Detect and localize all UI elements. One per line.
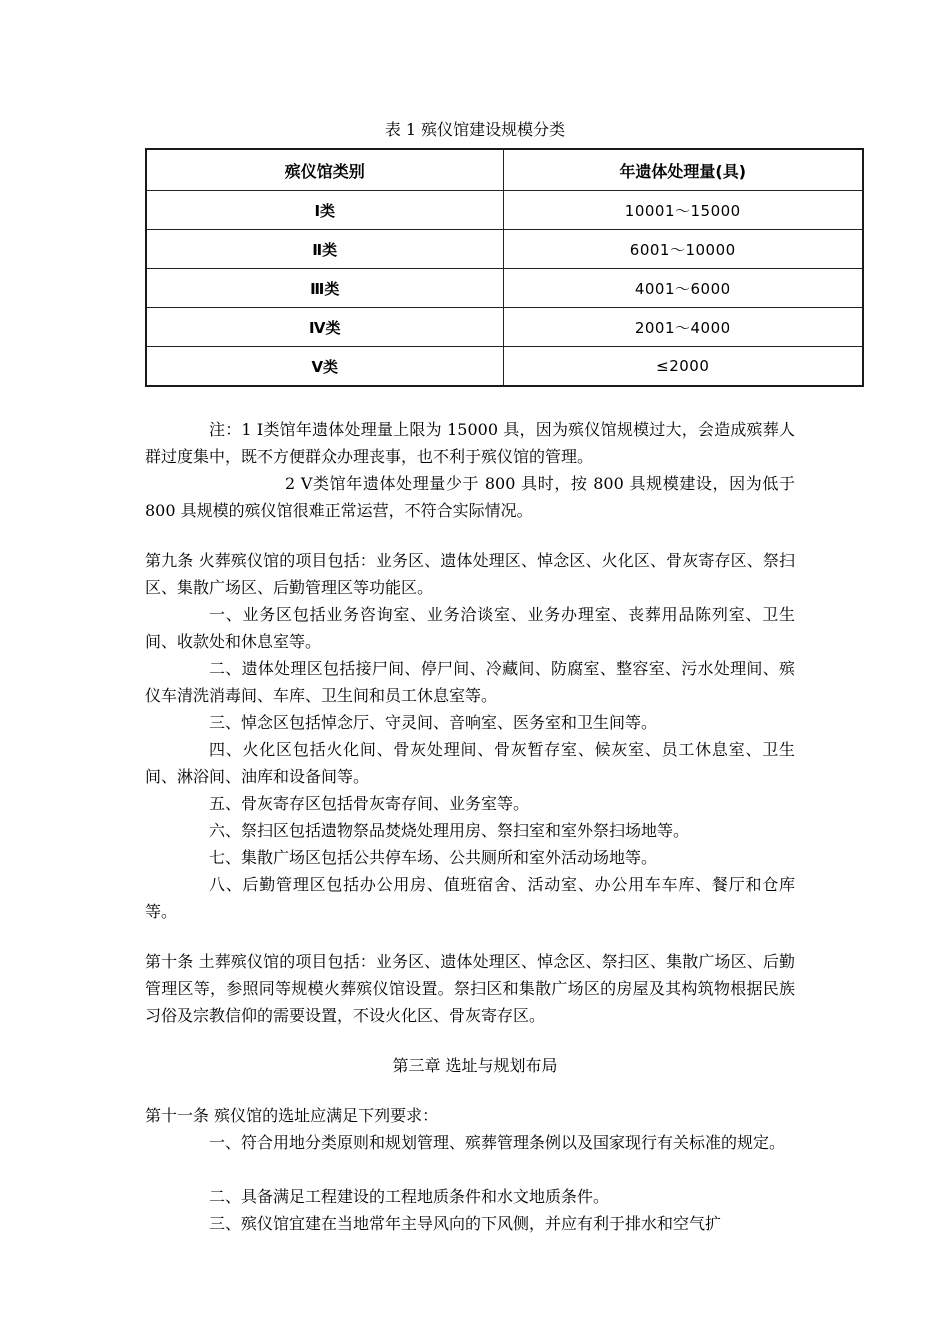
- scale-classification-table: [145, 148, 864, 387]
- note-2: 2 Ⅴ类馆年遗体处理量少于 800 具时，按 800 具规模建设，因为低于 800 具规模的殡仪馆很难正常运营，不符合实际情况。: [145, 474, 795, 520]
- article-10: 第十条 土葬殡仪馆的项目包括：业务区、遗体处理区、悼念区、祭扫区、集散广场区、后勤管理区等，参照同等规模火葬殡仪馆设置。祭扫区和集散广场区的房屋及其构筑物根据民族习俗及宗教信仰的需要设置，不设火化区、骨灰寄存区。: [145, 952, 795, 1025]
- table-cell-volume: ≤2000: [503, 347, 863, 387]
- article-11-item: 三、殡仪馆宜建在当地常年主导风向的下风侧，并应有利于排水和空气扩: [209, 1214, 722, 1233]
- table-cell-category: Ⅲ类: [146, 269, 503, 308]
- table-row: [146, 308, 863, 347]
- column-header-category: 殡仪馆类别: [146, 149, 503, 191]
- table-cell-category: Ⅰ类: [146, 191, 503, 230]
- article-9-item: 七、集散广场区包括公共停车场、公共厕所和室外活动场地等。: [209, 848, 658, 867]
- article-9-intro: 第九条 火葬殡仪馆的项目包括：业务区、遗体处理区、悼念区、火化区、骨灰寄存区、祭扫区、集散广场区、后勤管理区等功能区。: [145, 551, 795, 597]
- article-9-item: 五、骨灰寄存区包括骨灰寄存间、业务室等。: [209, 794, 530, 813]
- article-9-item: 四、火化区包括火化间、骨灰处理间、骨灰暂存室、候灰室、员工休息室、卫生间、淋浴间、油库和设备间等。: [145, 740, 795, 786]
- chapter-heading: 第三章 选址与规划布局: [392, 1056, 558, 1075]
- table-header-row: [146, 149, 863, 191]
- table-row: [146, 269, 863, 308]
- table-cell-volume: 4001～6000: [503, 269, 863, 308]
- table-cell-volume: 2001～4000: [503, 308, 863, 347]
- table-row: [146, 347, 863, 387]
- table-cell-category: Ⅳ类: [146, 308, 503, 347]
- table-row: [146, 191, 863, 230]
- article-9-item: 一、业务区包括业务咨询室、业务洽谈室、业务办理室、丧葬用品陈列室、卫生间、收款处和休息室等。: [145, 605, 795, 651]
- article-11-intro: 第十一条 殡仪馆的选址应满足下列要求：: [145, 1106, 439, 1125]
- article-9-item: 六、祭扫区包括遗物祭品焚烧处理用房、祭扫室和室外祭扫场地等。: [209, 821, 690, 840]
- article-9-item: 三、悼念区包括悼念厅、守灵间、音响室、医务室和卫生间等。: [209, 713, 658, 732]
- column-header-annual-volume: 年遗体处理量(具): [503, 149, 863, 191]
- table-row: [146, 230, 863, 269]
- note-1: 注：1 Ⅰ类馆年遗体处理量上限为 15000 具，因为殡仪馆规模过大，会造成殡葬人群过度集中，既不方便群众办理丧事，也不利于殡仪馆的管理。: [145, 420, 795, 466]
- table-caption: 表 1 殡仪馆建设规模分类: [384, 120, 566, 139]
- table-cell-category: Ⅱ类: [146, 230, 503, 269]
- table-cell-volume: 6001～10000: [503, 230, 863, 269]
- article-11-item: 一、符合用地分类原则和规划管理、殡葬管理条例以及国家现行有关标准的规定。: [209, 1133, 786, 1152]
- article-9-item: 八、后勤管理区包括办公用房、值班宿舍、活动室、办公用车车库、餐厅和仓库等。: [145, 875, 795, 921]
- article-9-item: 二、遗体处理区包括接尸间、停尸间、冷藏间、防腐室、整容室、污水处理间、殡仪车清洗消毒间、车库、卫生间和员工休息室等。: [145, 659, 795, 705]
- table-cell-volume: 10001～15000: [503, 191, 863, 230]
- article-11-item: 二、具备满足工程建设的工程地质条件和水文地质条件。: [209, 1187, 610, 1206]
- table-cell-category: Ⅴ类: [146, 347, 503, 387]
